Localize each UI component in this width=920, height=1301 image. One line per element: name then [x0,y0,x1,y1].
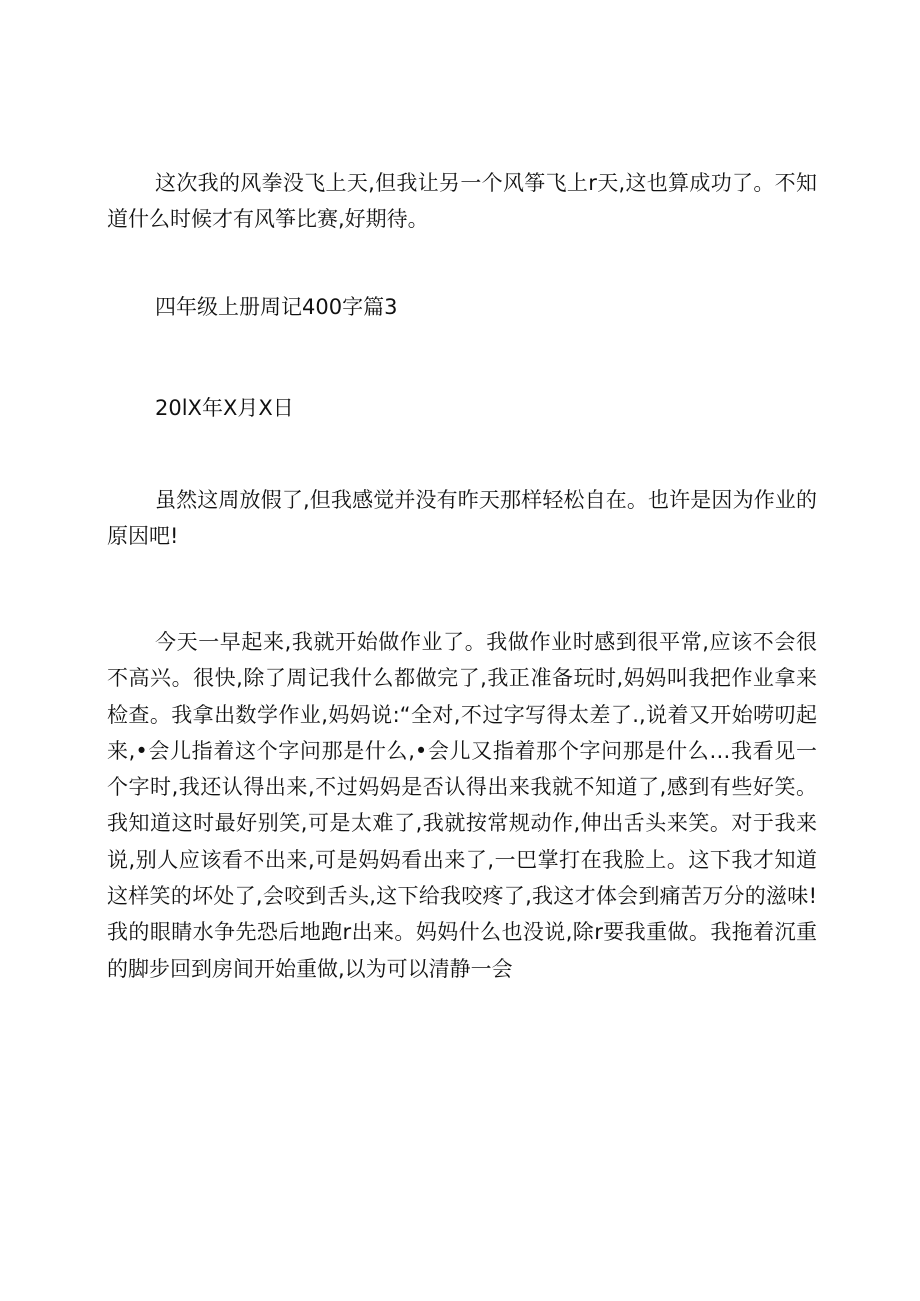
paragraph-homework: 今天一早起来,我就开始做作业了。我做作业时感到很平常,应该不会很不高兴。很快,除了周记我什么都做完了,我正准备玩时,妈妈叫我把作业拿来检查。我拿出数学作业,妈妈说:“全对,不过字写得太差了.,说着又开始唠叨起来,•会儿指着这个字问那是什么,•会儿又指着那个字问那是什么…我看见一个字时,我还认得出来,不过妈妈是否认得出来我就不知道了,感到有些好笑。我知道这时最好别笑,可是太难了,我就按常规动作,伸出舌头来笑。对于我来说,别人应该看不出来,可是妈妈看出来了,一巴掌打在我脸上。这下我才知道这样笑的坏处了,会咬到舌头,这下给我咬疼了,我这才体会到痛苦万分的滋味!我的眼睛水争先恐后地跑r出来。妈妈什么也没说,除r要我重做。我拖着沉重的脚步回到房间开始重做,以为可以清静一会 [107,630,817,981]
section-heading: 四年级上册周记400字篇3 [155,295,398,319]
entry-date: 20lX年X月X日 [155,396,294,420]
paragraph-holiday: 虽然这周放假了,但我感觉并没有昨天那样轻松自在。也许是因为作业的原因吧! [107,488,817,548]
paragraph-kite: 这次我的风拳没飞上天,但我让另一个风筝飞上r天,这也算成功了。不知道什么时候才有风筝比赛,好期待。 [107,171,817,231]
